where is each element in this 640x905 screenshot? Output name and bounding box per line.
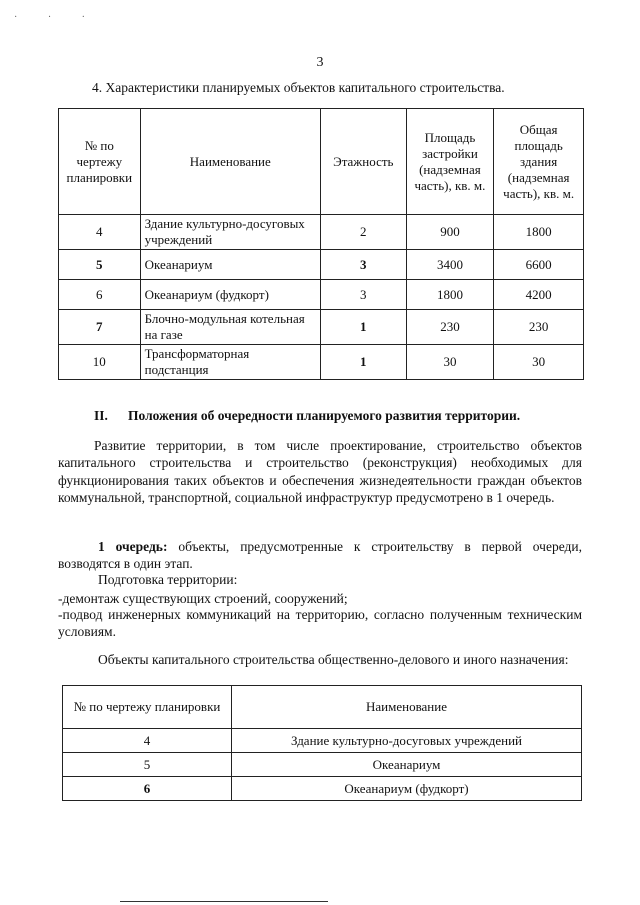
table-row [59,250,584,280]
cell-name: Блочно-модульная котельная на газе [140,310,320,345]
header-area-total: Общая площадь здания (надземная часть), кв. м. [494,109,584,215]
table-row [59,310,584,345]
cell-num: 6 [63,777,232,801]
cell-num: 5 [63,753,232,777]
cell-num: 5 [59,250,141,280]
header-num: № по чертежу планировки [59,109,141,215]
cell-name: Здание культурно-досуговых учреждений [140,215,320,250]
table-row [59,215,584,250]
section-2-title: Положения об очередности планируемого развития территории. [128,408,521,423]
cell-floors: 1 [320,345,406,380]
cell-area-build: 3400 [406,250,494,280]
cell-floors: 1 [320,310,406,345]
cell-floors: 2 [320,215,406,250]
objects-intro: Объекты капитального строительства общественно-делового и иного назначения: [98,652,569,667]
cell-area-total: 4200 [494,280,584,310]
stage-1-paragraph [58,538,582,573]
cell-floors: 3 [320,250,406,280]
cell-name: Океанариум (фудкорт) [140,280,320,310]
development-paragraph: Развитие территории, в том числе проектирование, строительство объектов капитального строительства и строительство (реконструкция) необходимых для функционирования таких объектов и обеспечения жизнедеятельности граждан объектов коммунальной, транспортной, социальной инфраструктур предусмотрено в 1 очередь. [58,438,582,506]
preparation-title: Подготовка территории: [98,572,238,587]
cell-name: Океанариум [140,250,320,280]
stage-1-text: объекты, предусмотренные к строительству в первой очереди, возводятся в один этап. [58,539,582,572]
cell-name: Здание культурно-досуговых учреждений [232,729,582,753]
cell-num: 4 [59,215,141,250]
cell-area-total: 230 [494,310,584,345]
table-row [63,777,582,801]
footnote-separator [120,901,328,902]
header-name: Наименование [232,686,582,729]
cell-num: 10 [59,345,141,380]
objects-characteristics-table [58,108,584,380]
table-header-row [63,686,582,729]
cell-area-build: 1800 [406,280,494,310]
table-row [59,345,584,380]
cell-area-total: 1800 [494,215,584,250]
cell-num: 4 [63,729,232,753]
header-name: Наименование [140,109,320,215]
cell-num: 6 [59,280,141,310]
header-num: № по чертежу планировки [63,686,232,729]
table-header-row [59,109,584,215]
section-2-heading [94,408,520,424]
cell-area-total: 30 [494,345,584,380]
cell-num: 7 [59,310,141,345]
cell-area-build: 900 [406,215,494,250]
cell-area-total: 6600 [494,250,584,280]
cell-floors: 3 [320,280,406,310]
header-area-build: Площадь застройки (надземная часть), кв. м. [406,109,494,215]
stage-1-label: 1 очередь: [98,539,168,554]
cell-name: Океанариум (фудкорт) [232,777,582,801]
page-number: 3 [316,55,324,70]
utilities-item: -подвод инженерных коммуникаций на территорию, согласно полученным техническим условиям. [58,607,582,640]
table-row [59,280,584,310]
cell-name: Океанариум [232,753,582,777]
demolition-item: -демонтаж существующих строений, сооружений; [58,591,348,606]
section-2-number: II. [94,408,108,423]
objects-list-table [62,685,582,801]
table-row [63,753,582,777]
cell-area-build: 30 [406,345,494,380]
cell-name: Трансформаторная подстанция [140,345,320,380]
table-row [63,729,582,753]
scan-marks: · · · [14,12,99,23]
header-floors: Этажность [320,109,406,215]
section-4-heading: 4. Характеристики планируемых объектов капитального строительства. [92,80,505,95]
cell-area-build: 230 [406,310,494,345]
